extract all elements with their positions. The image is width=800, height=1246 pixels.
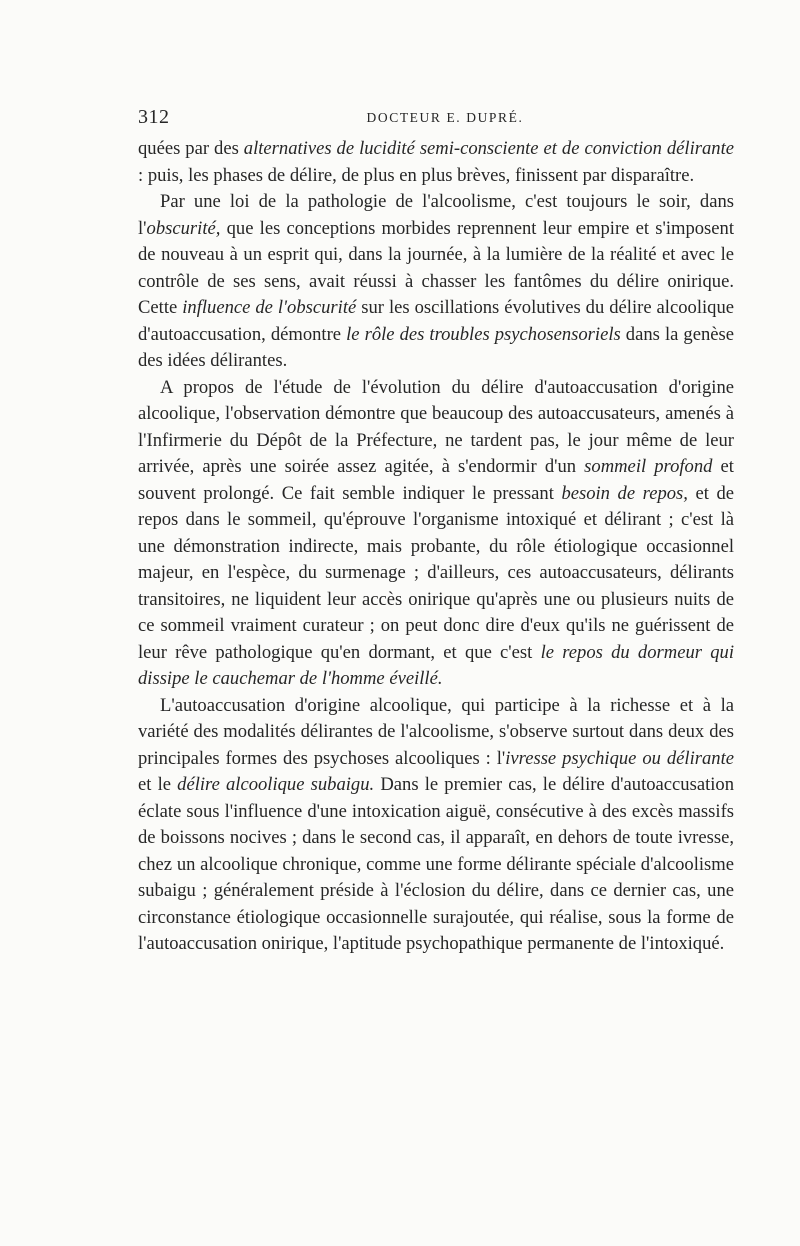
paragraph-3-text-e: et de repos dans le sommeil, qu'éprouve l'organisme intoxiqué et délirant ; c'est là une démonstration indirecte, mais probante, du rôle étiologique occasionnel majeur, en l'espèce, du surmenage ; d'ailleurs, ces autoaccusateurs, délirants transitoires, ne liquident leur accès onirique qu'après une ou plusieurs nuits de ce sommeil vraiment curateur ; on peut donc dire d'eux qu'ils ne guérissent de leur rêve pathologique qu'en dormant, et que c'est <box>138 482 734 663</box>
paragraph-3-text-c: et souvent prolongé. Ce fait semble indiquer le pressant <box>138 456 734 504</box>
page-number: 312 <box>138 106 170 128</box>
paragraph-3-italic-b: sommeil profond <box>584 456 713 477</box>
paragraph-3-italic-d: besoin de repos, <box>561 482 688 504</box>
paragraph-2-text-a: Par une loi de la pathologie de l'alcoolisme, c'est toujours le soir, dans l' <box>138 191 734 239</box>
paragraph-2-italic-b: obscurité, <box>146 217 221 239</box>
paragraph-1 <box>138 136 734 189</box>
paragraph-2-text-e: sur les oscillations évolutives du délire alcoolique d'autoaccusation, démontre <box>138 297 734 345</box>
running-title: DOCTEUR E. DUPRÉ. <box>366 110 524 125</box>
body-text <box>138 136 734 958</box>
paragraph-4-italic-d: délire alcoolique subaigu. <box>177 774 375 795</box>
paragraph-4-text-a: L'autoaccusation d'origine alcoolique, qui participe à la richesse et à la variété des modalités délirantes de l'alcoolisme, s'observe surtout dans deux des principales formes des psychoses alcooliques : l' <box>138 694 734 769</box>
paragraph-4 <box>138 693 734 958</box>
paragraph-3-italic-f: le repos du dormeur qui dissipe le cauchemar de l'homme éveillé. <box>138 641 734 689</box>
paragraph-2-text-c: que les conceptions morbides reprennent leur empire et s'imposent de nouveau à un esprit qui, dans la journée, à la lumière de la réalité et avec le contrôle de ses sens, avait réussi à chasser les fantômes du délire onirique. Cette <box>138 217 734 318</box>
paragraph-4-text-e: Dans le premier cas, le délire d'autoaccusation éclate sous l'influence d'une intoxication aiguë, consécutive à des excès massifs de boissons nocives ; dans le second cas, il apparaît, en dehors de toute ivresse, chez un alcoolique chronique, comme une forme délirante spéciale d'alcoolisme subaigu ; généralement préside à l'éclosion du délire, dans ce dernier cas, une circonstance étiologique occasionnelle surajoutée, qui réalise, sous la forme de l'autoaccusation onirique, l'aptitude psychopathique permanente de l'intoxiqué. <box>138 774 734 954</box>
paragraph-1-text-a: quées par des <box>138 138 244 159</box>
paragraph-3-text-a: A propos de l'étude de l'évolution du délire d'autoaccusation d'origine alcoolique, l'observation démontre que beaucoup des autoaccusateurs, amenés à l'Infirmerie du Dépôt de la Préfecture, ne tardent pas, le jour même de leur arrivée, après une soirée assez agitée, à s'endormir d'un <box>138 376 734 477</box>
running-head <box>138 106 734 134</box>
paragraph-1-text-c: : puis, les phases de délire, de plus en plus brèves, finissent par disparaître. <box>138 164 695 186</box>
paragraph-2-text-g: dans la genèse des idées délirantes. <box>138 323 734 371</box>
paragraph-2-italic-d: influence de l'obscurité <box>182 297 357 318</box>
paragraph-3 <box>138 375 734 693</box>
paragraph-2-italic-f: le rôle des troubles psychosensoriels <box>346 323 621 345</box>
paragraph-4-text-c: et le <box>138 774 178 795</box>
paragraph-1-italic-b: alternatives de lucidité semi-consciente et de conviction délirante <box>243 138 734 159</box>
paragraph-4-italic-b: ivresse psychique ou délirante <box>505 747 734 769</box>
paragraph-2 <box>138 189 734 375</box>
